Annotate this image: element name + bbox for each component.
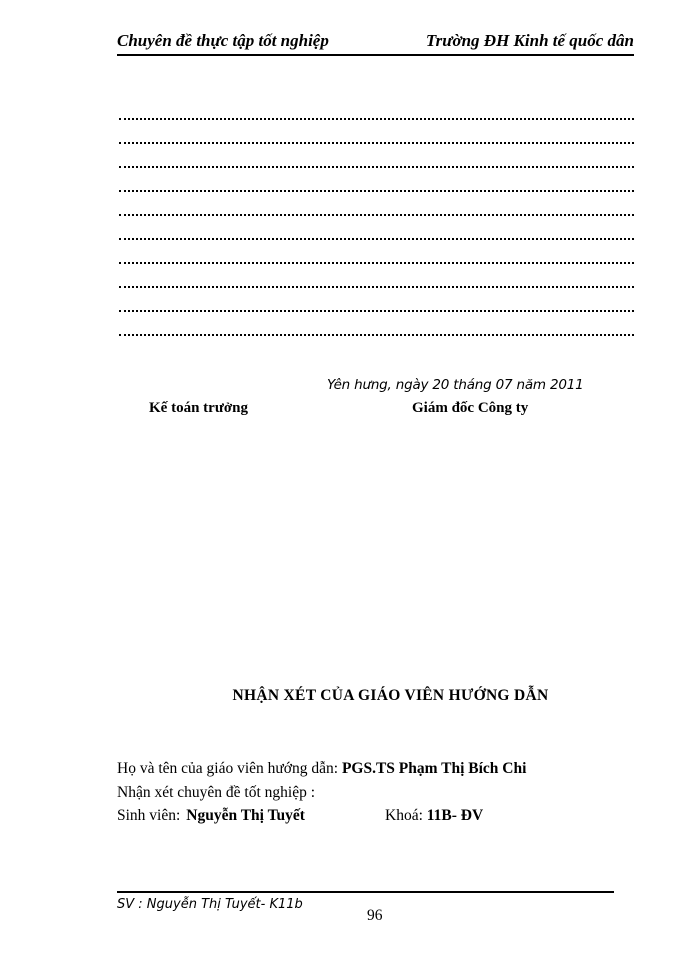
header-report-title: Chuyên đề thực tập tốt nghiệp xyxy=(117,31,329,50)
chief-accountant-label: Kế toán trưởng xyxy=(149,400,248,416)
review-comment-row xyxy=(117,784,315,802)
dotted-line xyxy=(119,142,634,144)
dotted-line xyxy=(119,238,634,240)
footer-divider xyxy=(117,891,614,893)
dotted-line xyxy=(119,190,634,192)
footer-author: SV : Nguyễn Thị Tuyết- K11b xyxy=(117,897,303,912)
class-info xyxy=(385,807,483,825)
advisor-name-value: PGS.TS Phạm Thị Bích Chi xyxy=(341,760,527,777)
dotted-line xyxy=(119,118,634,120)
student-label: Sinh viên: xyxy=(117,807,181,824)
dotted-line xyxy=(119,262,634,264)
dotted-line xyxy=(119,286,634,288)
dotted-line xyxy=(119,214,634,216)
advisor-name-row xyxy=(117,760,526,778)
dotted-line xyxy=(119,166,634,168)
comment-dotted-lines xyxy=(119,118,634,358)
signature-date: Yên hưng, ngày 20 tháng 07 năm 2011 xyxy=(327,377,584,393)
company-director-label: Giám đốc Công ty xyxy=(412,400,529,416)
dotted-line xyxy=(119,334,634,336)
student-name-value: Nguyễn Thị Tuyết xyxy=(186,807,305,824)
header-divider xyxy=(117,54,634,56)
class-value: 11B- ĐV xyxy=(426,807,484,824)
advisor-review-heading: NHẬN XÉT CỦA GIÁO VIÊN HƯỚNG DẪN xyxy=(232,687,549,704)
advisor-name-label: Họ và tên của giáo viên hướng dẫn: xyxy=(117,760,342,777)
dotted-line xyxy=(119,310,634,312)
page-number: 96 xyxy=(367,907,383,924)
class-label: Khoá: xyxy=(385,807,427,824)
review-comment-label: Nhận xét chuyên đề tốt nghiệp : xyxy=(117,784,316,801)
header-university-name: Trường ĐH Kinh tế quốc dân xyxy=(425,31,634,50)
student-info-row xyxy=(117,807,484,825)
